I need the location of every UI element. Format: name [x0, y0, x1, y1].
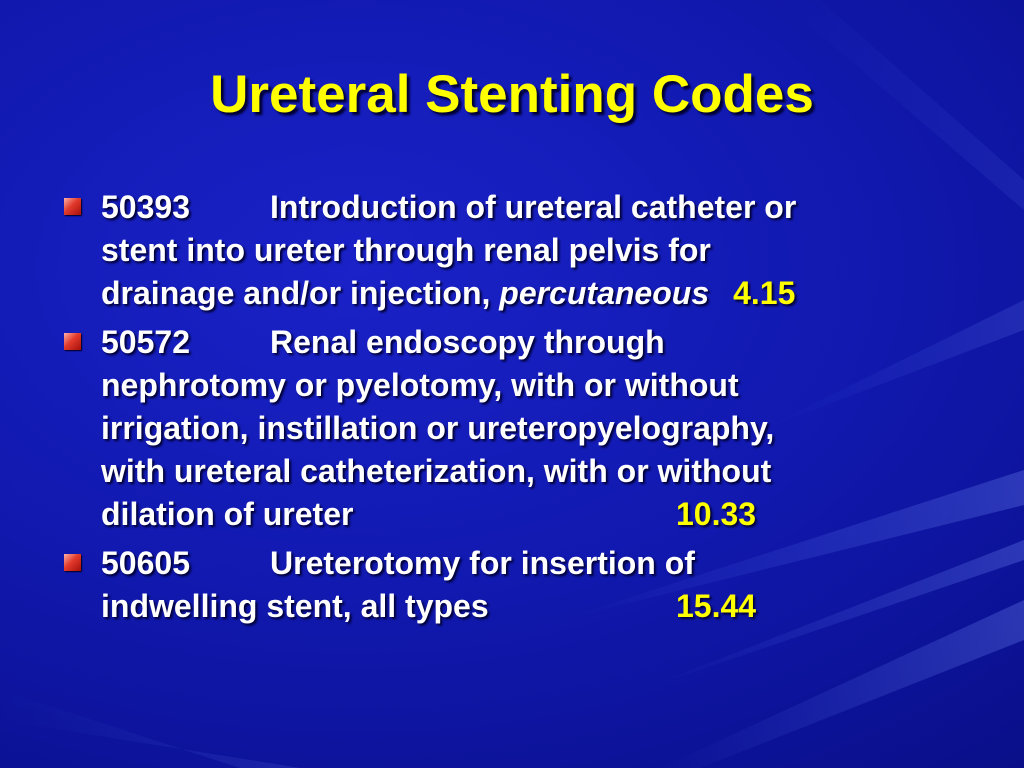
description-text: stent into ureter through renal pelvis for: [101, 232, 711, 268]
description-text: irrigation, instillation or ureteropyelography,: [101, 410, 775, 446]
list-item-50393: [64, 186, 984, 315]
item-line: [101, 585, 984, 628]
description-italic-text: percutaneous: [499, 275, 710, 311]
description-text: with ureteral catheterization, with or without: [101, 453, 772, 489]
code-list: [64, 186, 984, 634]
list-item-50605: [64, 542, 984, 628]
description-text: nephrotomy or pyelotomy, with or without: [101, 367, 739, 403]
item-line: [101, 493, 984, 536]
description-text: indwelling stent, all types: [101, 588, 489, 624]
rvu-value: 15.44: [676, 588, 757, 624]
description-text: Renal endoscopy through: [270, 324, 665, 360]
square-bullet-icon: [64, 554, 81, 571]
square-bullet-icon: [64, 333, 81, 350]
cpt-code: 50393: [101, 189, 190, 225]
item-line: [101, 186, 984, 229]
square-bullet-icon: [64, 198, 81, 215]
rvu-value: 4.15: [733, 275, 796, 311]
cpt-code: 50572: [101, 324, 190, 360]
item-line: [101, 542, 984, 585]
item-line: [101, 321, 984, 364]
rvu-value: 10.33: [676, 496, 757, 532]
item-line: [101, 272, 984, 315]
list-item-50572: [64, 321, 984, 536]
description-text: dilation of ureter: [101, 496, 354, 532]
description-text: Introduction of ureteral catheter or: [270, 189, 797, 225]
cpt-code: 50605: [101, 545, 190, 581]
description-text: drainage and/or injection,: [101, 275, 500, 311]
slide-title: Ureteral Stenting Codes: [210, 65, 814, 124]
description-text: Ureterotomy for insertion of: [270, 545, 695, 581]
